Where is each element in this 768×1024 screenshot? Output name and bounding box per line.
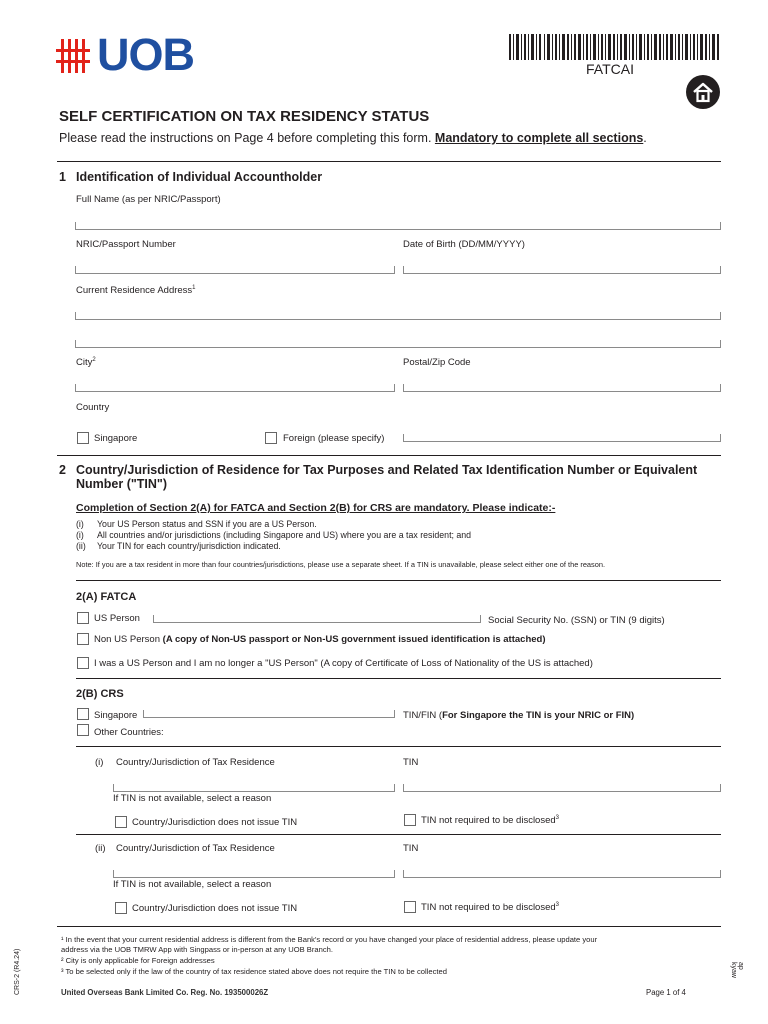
- barcode-label: FATCAI: [586, 61, 634, 77]
- crs-row-marker: (i): [95, 757, 104, 768]
- postal-label: Postal/Zip Code: [403, 357, 471, 368]
- section-1-number: 1: [59, 170, 66, 184]
- mandatory-note: Mandatory to complete all sections: [434, 131, 644, 145]
- list-item: Your US Person status and SSN if you are a US Person.: [97, 519, 317, 529]
- address-field-line-1[interactable]: [75, 312, 721, 320]
- no-tin-issued-checkbox[interactable]: [115, 816, 127, 828]
- divider: [76, 678, 721, 679]
- list-item: All countries and/or jurisdictions (including Singapore and US) where you are a tax resident; and: [97, 530, 472, 540]
- company-registration: United Overseas Bank Limited Co. Reg. No. 193500026Z: [61, 988, 269, 997]
- uob-logo-icon: [56, 39, 90, 73]
- tin-not-required-checkbox[interactable]: [404, 901, 416, 913]
- ssn-label: Social Security No. (SSN) or TIN (9 digits): [488, 615, 665, 626]
- singapore-label: Singapore: [94, 433, 138, 444]
- crs-tin-label: TIN: [403, 843, 419, 854]
- former-us-person-checkbox[interactable]: [77, 657, 89, 669]
- list-marker: (i): [76, 530, 84, 540]
- page-number: Page 1 of 4: [646, 988, 686, 997]
- home-icon: [686, 75, 720, 109]
- us-person-label: US Person: [94, 613, 140, 624]
- non-us-person-checkbox[interactable]: [77, 633, 89, 645]
- crs-singapore-label: Singapore: [94, 710, 138, 721]
- section-2-title-line-1: Country/Jurisdiction of Residence for Tax Purposes and Related Tax Identification Number or Equivalent: [76, 463, 698, 477]
- crs-country-field[interactable]: [113, 870, 395, 878]
- no-tin-issued-checkbox[interactable]: [115, 902, 127, 914]
- divider: [57, 926, 721, 927]
- foreign-label: Foreign (please specify): [283, 433, 385, 444]
- footnote-2: ² City is only applicable for Foreign addresses: [61, 956, 215, 965]
- barcode-icon: [509, 34, 719, 60]
- footnote-1-line-1: ¹ In the event that your current residential address is different from the Bank's record or you have changed your place of residential address, please update your: [61, 935, 598, 944]
- list-item: Your TIN for each country/jurisdiction indicated.: [97, 541, 281, 551]
- divider: [76, 834, 721, 835]
- list-marker: (i): [76, 519, 84, 529]
- foreign-checkbox[interactable]: [265, 432, 277, 444]
- address-field-line-2[interactable]: [75, 340, 721, 348]
- note-text: Note: If you are a tax resident in more than four countries/jurisdictions, please use a separate sheet. If a TIN is unavailable, please select either one of the reason.: [76, 560, 606, 569]
- other-countries-checkbox[interactable]: [77, 724, 89, 736]
- section-1-title: Identification of Individual Accountholder: [76, 170, 323, 184]
- postal-field[interactable]: [403, 384, 721, 392]
- footnote-3: ³ To be selected only if the law of the country of tax residence stated above does not require the TIN to be collected: [61, 967, 447, 976]
- tin-fin-label: TIN/FIN (For Singapore the TIN is your NRIC or FIN): [403, 710, 635, 721]
- ssn-field[interactable]: [153, 615, 481, 623]
- crs-singapore-checkbox[interactable]: [77, 708, 89, 720]
- divider: [76, 580, 721, 581]
- crs-reason-label: If TIN is not available, select a reason: [113, 793, 272, 804]
- crs-reason-label: If TIN is not available, select a reason: [113, 879, 272, 890]
- fatca-title: 2(A) FATCA: [76, 591, 137, 603]
- no-tin-issued-label: Country/Jurisdiction does not issue TIN: [132, 903, 298, 914]
- side-code: ap kyaw: [730, 962, 744, 978]
- address-label: Current Residence Address$^1$: [76, 285, 196, 297]
- divider: [76, 746, 721, 747]
- tin-not-required-label: TIN not required to be disclosed$^3$: [421, 902, 559, 914]
- divider: [57, 161, 721, 162]
- uob-logo-text: UOB: [97, 29, 194, 80]
- instructions: Please read the instructions on Page 4 before completing this form. Mandatory to complete all sections.: [59, 131, 647, 145]
- form-code: CRS-2 (R4.24): [14, 948, 21, 995]
- nric-label: NRIC/Passport Number: [76, 239, 176, 250]
- crs-tin-field[interactable]: [403, 870, 721, 878]
- us-person-checkbox[interactable]: [77, 612, 89, 624]
- crs-country-label: Country/Jurisdiction of Tax Residence: [116, 843, 275, 854]
- section-2-title-line-2: Number ("TIN"): [76, 477, 168, 491]
- crs-singapore-tin-field[interactable]: [143, 710, 395, 718]
- section-2-number: 2: [59, 463, 66, 477]
- crs-tin-label: TIN: [403, 757, 419, 768]
- crs-tin-field[interactable]: [403, 784, 721, 792]
- crs-row-marker: (ii): [95, 843, 106, 854]
- form-title: SELF CERTIFICATION ON TAX RESIDENCY STATUS: [59, 108, 430, 125]
- crs-country-label: Country/Jurisdiction of Tax Residence: [116, 757, 275, 768]
- footnote-1-line-2: address via the UOB TMRW App with Singpass or in-person at any UOB Branch.: [61, 945, 333, 954]
- divider: [57, 455, 721, 456]
- list-marker: (ii): [76, 541, 86, 551]
- city-field[interactable]: [75, 384, 395, 392]
- completion-note: Completion of Section 2(A) for FATCA and Section 2(B) for CRS are mandatory. Please indicate:-: [76, 502, 556, 514]
- other-countries-label: Other Countries:: [94, 727, 164, 738]
- tin-not-required-checkbox[interactable]: [404, 814, 416, 826]
- full-name-field[interactable]: [75, 222, 721, 230]
- crs-title: 2(B) CRS: [76, 688, 124, 700]
- former-us-person-label: I was a US Person and I am no longer a "US Person" (A copy of Certificate of Loss of Nationality of the US is attached): [94, 658, 593, 669]
- no-tin-issued-label: Country/Jurisdiction does not issue TIN: [132, 817, 298, 828]
- city-label: City$^2$: [76, 357, 96, 369]
- dob-field[interactable]: [403, 266, 721, 274]
- foreign-country-field[interactable]: [403, 434, 721, 442]
- singapore-checkbox[interactable]: [77, 432, 89, 444]
- nric-field[interactable]: [75, 266, 395, 274]
- country-label: Country: [76, 402, 110, 413]
- tin-not-required-label: TIN not required to be disclosed$^3$: [421, 815, 559, 827]
- full-name-label: Full Name (as per NRIC/Passport): [76, 194, 221, 205]
- crs-country-field[interactable]: [113, 784, 395, 792]
- dob-label: Date of Birth (DD/MM/YYYY): [403, 239, 525, 250]
- non-us-person-label: Non US Person (A copy of Non-US passport or Non-US government issued identification is attached): [94, 634, 546, 645]
